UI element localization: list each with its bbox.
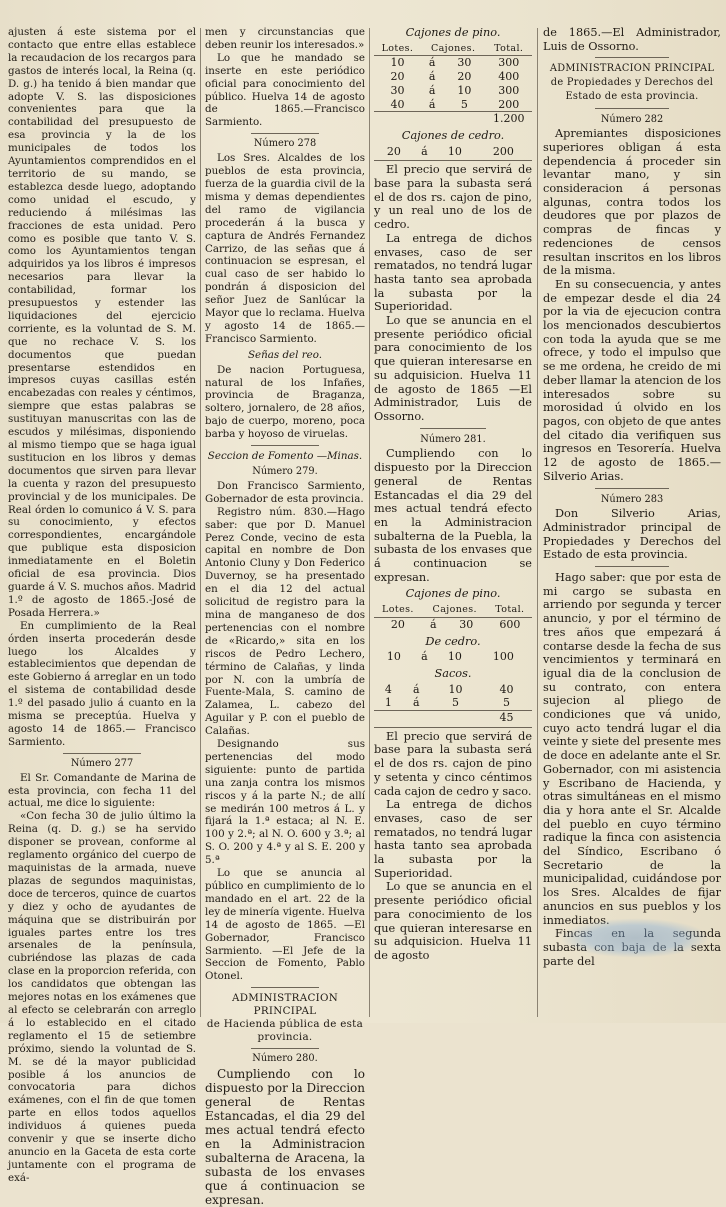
paragraph: Don Silverio Arias, Administrador principal de Propiedades y Derechos del Estado de esta provincia.	[543, 507, 721, 562]
lots-table	[374, 683, 532, 725]
paragraph: La entrega de dichos envases, caso de ser rematados, no tendrá lugar hasta tanto sea aprobada la subasta por la Superioridad.	[374, 231, 532, 314]
paragraph: Designando sus pertenencias del modo siguiente: punto de partida una zanja contra los mismos riscos y á la parte N.; de allí se medirán 100 metros á L. y fijará la 1.ª estaca; al N. E. 100 y 2.ª; al N. O. 600 y 3.ª; al S. O. 200 y 4.ª y al S. E. 200 y 5.ª	[205, 738, 365, 867]
paragraph: Apremiantes disposiciones superiores obligan á esta dependencia á proceder sin levantar mano, y sin consideracion á personas algunas, contra todos los deudores que por plazos de compras de fincas y redenciones de censos resultan inscritos en los libros de la misma.	[543, 127, 721, 278]
table-cell: 200	[492, 144, 514, 158]
section-heading-sub: de Hacienda pública de esta provincia.	[206, 1018, 364, 1043]
column-rule	[369, 28, 370, 1017]
table-title: Cajones de pino.	[405, 26, 501, 39]
column-2	[205, 26, 366, 1207]
table-row	[374, 696, 532, 710]
paragraph: En su consecuencia, y antes de empezar desde el dia 24 por la via de ejecucion contra los mencionados descubiertos con toda la ayuda que se me ofrece, y todo el impulso que se me ordena, he creido de mi deber llamar la atencion de los interesados sobre su morosidad ú olvido en los pagos, con objeto de que antes del citado dia verifiquen sus ingresos en Tesorería. Huelva 12 de agosto de 1865.—Silverio Arias.	[543, 277, 721, 483]
column-rule	[200, 28, 201, 1017]
column-1	[8, 26, 196, 1184]
table-cell: 30	[457, 56, 472, 70]
table-cell: 10	[457, 83, 472, 97]
table-cell: 10	[386, 650, 401, 664]
paragraph: El precio que servirá de base para la subasta será el de dos rs. cajon de pino y setenta y cinco céntimos cada cajon de cedro y saco.	[374, 729, 532, 798]
section-heading: ADMINISTRACION PRINCIPAL	[231, 992, 339, 1018]
lots-table	[374, 42, 532, 126]
table-cell: 100	[492, 650, 514, 664]
table-title: Sacos.	[434, 666, 472, 680]
paragraph: El precio que servirá de base para la subasta será el de dos rs. cajon de pino, y un real uno de los de cedro.	[374, 163, 532, 232]
table-row	[374, 683, 532, 697]
table-cell: 40	[390, 97, 405, 111]
table-cell: á	[428, 97, 436, 111]
table-cell: 10	[448, 682, 463, 696]
divider	[595, 57, 670, 58]
table-header: Cajones.	[421, 42, 486, 56]
paragraph: de 1865.—El Administrador, Luis de Ossorno.	[543, 26, 721, 53]
table-cell: á	[421, 144, 428, 158]
section-subtitle: Señas del reo.	[247, 348, 323, 361]
notice-number: Número 279.	[252, 466, 318, 477]
divider	[251, 133, 318, 134]
divider	[595, 108, 670, 109]
paragraph: Lo que se anuncia en el presente periódico oficial para conocimiento de los que quieran interesarse en su adquisicion. Huelva 11 de agosto	[374, 880, 532, 962]
notice-number: Número 278	[253, 138, 317, 150]
table-header: Total.	[488, 603, 532, 617]
table-cell: 600	[499, 617, 521, 631]
table-row	[374, 145, 532, 159]
divider	[595, 488, 670, 489]
paragraph: Los Sres. Alcaldes de los pueblos de esta provincia, fuerza de la guardia civil de la misma y demas dependientes del ramo de vigilancia procederán á la busca y captura de Andrés Fernandez Carrizo, de las señas que á continuacion se espresan, el cual caso de ser habido lo pondrán á disposicion del señor Juez de Sanlúcar la Mayor que lo reclama. Huelva y agosto 14 de 1865.—Francisco Sarmiento.	[205, 152, 365, 345]
section-heading: ADMINISTRACION PRINCIPAL	[549, 63, 715, 75]
table-cell: 20	[386, 144, 401, 158]
table-cell: á	[430, 617, 437, 631]
paragraph: Cumpliendo con lo dispuesto por la Direccion general de Rentas Estancadas el dia 29 del mes actual tendrá efecto en la Administracion subalterna de la Puebla, la subasta de los envases que á continuacion se expresan.	[374, 447, 532, 584]
paragraph: Lo que se anuncia al público en cumplimiento de lo mandado en el art. 22 de la ley de minería vigente. Huelva 14 de agosto de 1865. —El Gobernador, Francisco Sarmiento. —El Jefe de la Seccion de Fomento, Pablo Otonel.	[205, 867, 366, 983]
paragraph: Registro núm. 830.—Hago saber: que por D. Manuel Perez Conde, vecino de esta capital en nombre de Don Antonio Cluny y Don Federico Duvernoy, se ha presentado en el dia 12 del actual solicitud de registro para la mina de manganeso de dos pertenencias con el nombre de «Ricardo,» sita en los riscos de Pedro Lechero, término de Calañas, y linda por N. con la umbría de Fuente-Mala, S. camino de Zalamea, L. cabezo del Aguilar y P. con el pueblo de Calañas.	[205, 505, 365, 738]
table-cell: 10	[447, 144, 462, 158]
table-header: Lotes.	[374, 42, 421, 56]
table-total: 1.200	[485, 112, 532, 126]
table-cell: 40	[499, 682, 514, 696]
paragraph: men y circunstancias que deben reunir los interesados.»	[205, 26, 365, 51]
table-row	[374, 617, 532, 631]
lots-table	[374, 603, 532, 631]
table-total-row	[374, 112, 532, 126]
table-cell: 30	[459, 617, 474, 631]
table-cell: 4	[384, 682, 392, 696]
paragraph: Don Francisco Sarmiento, Gobernador de esta provincia.	[205, 479, 365, 505]
table-cell: á	[413, 696, 420, 710]
table-cell: 5	[460, 97, 468, 111]
notice-number: Número 283	[600, 493, 664, 505]
paragraph: ajusten á este sistema por el contacto que entre ellas establece la recaudacion de los recargos para gastos de interés local, la Reina (q. D. g.) ha tenido á bien mandar que adopte V. S. las disposiciones convenientes para que la contabilidad del presupuesto de esa provincia y la de los municipales de todos los Ayuntamientos comprendidos en el territorio de su mando, se establezca desde luego, adoptando como unidad el escudo, y reduciendo á milésimas las fracciones de esta unidad. Pero como es posible que tanto V. S. como los Ayuntamientos tengan adquiridos ya los libros é impresos necesarios para llevar la contabilidad, formar los presupuestos y estender las liquidaciones del ejercicio corriente, es la voluntad de S. M. que no rechace V. S. los documentos que puedan presentarse estendidos en impresos cuyas casillas estén encabezadas con reales y céntimos, siempre que estas palabras se sustituyan manuscritas con las de escudos y milésimas, disponiendo al mismo tiempo que se haga igual sustitucion en los libros y demas documentos que sirven para llevar la cuenta y razon del presupuesto provincial y de los municipales. De Real órden lo comunico á V. S. para su conocimiento, y efectos correspondientes, encargándole que publique esta disposicion inmediatamente en el Boletin oficial de esa provincia. Dios guarde á V. S. muchos años. Madrid 1.º de agosto de 1865.-José de Posada Herrera.»	[8, 26, 196, 619]
notice-number: Número 282	[600, 113, 664, 125]
section-heading-sub: de Propiedades y Derechos del Estado de esta provincia.	[550, 77, 714, 102]
paragraph: De nacion Portuguesa, natural de los Infañes, provincia de Braganza, soltero, jornalero, de 28 años, bajo de cuerpo, moreno, poca barba y hoyoso de viruelas.	[205, 363, 365, 441]
table-total-row	[374, 711, 532, 725]
paragraph: Fincas en la segunda subasta con baja de la sexta parte del	[543, 927, 721, 968]
table-cell: 400	[498, 70, 520, 84]
table-cell: 20	[390, 617, 405, 631]
paragraph: Hago saber: que por esta de mi cargo se subasta en arriendo por segunda y tercer anuncio, y por el término de tres años que empezará á contarse desde la fecha de sus vencimientos y terminará en igual dia de la conclusion de su contrato, con entera sujecion al pliego de condiciones que vá unido, cuyo acto tendrá lugar el dia veinte y siete del presente mes de doce en adelante ante el Sr. Gobernador, con mi asistencia y Escribano de Hacienda, y otras simultáneas en el mismo dia y hora ante el Sr. Alcalde del pueblo en cuyo término radique la finca con asistencia del Síndico, Escribano ó Secretario de la municipalidad, cuidándose por los Sres. Alcaldes de fijar anuncios en sus pueblos y los inmediatos.	[543, 571, 721, 927]
table-header: Lotes.	[374, 603, 422, 617]
column-rule	[537, 28, 538, 1017]
table-cell: á	[428, 83, 436, 97]
table-row	[374, 650, 532, 664]
table-cell: á	[413, 682, 420, 696]
table-title: Cajones de cedro.	[401, 128, 505, 142]
column-4	[543, 26, 721, 1015]
table-cell: 20	[390, 70, 405, 84]
paragraph: En cumplimiento de la Real órden inserta procederán desde luego los Alcaldes y establecimientos que dependan de este Gobierno á arreglar en un todo el sistema de contabilidad desde 1.º del pasado julio á cuanto en la misma se preceptúa. Huelva y agosto 14 de 1865.— Francisco Sarmiento.	[8, 619, 196, 748]
table-cell: 20	[457, 70, 472, 84]
section-subtitle: Seccion de Fomento —Minas.	[207, 450, 363, 463]
notice-number: Número 280.	[252, 1052, 318, 1064]
ink-stamp	[560, 918, 710, 958]
table-row	[374, 56, 532, 70]
divider	[374, 727, 532, 728]
table-row	[374, 98, 532, 112]
table-header: Total.	[485, 42, 532, 56]
table-cell: 5	[451, 696, 459, 710]
paragraph: Cumpliendo con lo dispuesto por la Direccion general de Rentas Estancadas, el dia 29 del mes actual tendrá efecto en la Administracion subalterna de Aracena, la subasta de los envases que á continuacion se expresan.	[205, 1066, 366, 1207]
paragraph: Lo que he mandado se inserte en este periódico oficial para conocimiento del público. Huelva 14 de agosto de 1865.—Francisco Sarmiento.	[205, 51, 365, 129]
divider	[595, 566, 670, 567]
table-row	[374, 84, 532, 98]
table-cell: 10	[447, 650, 462, 664]
table-title: Cajones de pino.	[405, 587, 501, 601]
table-cell: 300	[498, 83, 520, 97]
notice-number: Número 277	[70, 757, 134, 769]
divider	[420, 428, 486, 429]
divider	[251, 445, 318, 446]
table-cell: 5	[502, 696, 510, 710]
paragraph: El Sr. Comandante de Marina de esta provincia, con fecha 11 del actual, me dice lo siguiente:	[8, 771, 196, 810]
table-cell: á	[421, 650, 428, 664]
table-cell: 300	[498, 56, 520, 70]
notice-number: Número 281.	[420, 433, 486, 445]
lots-table	[374, 650, 532, 664]
table-cell: 30	[390, 83, 405, 97]
divider	[63, 753, 142, 754]
paragraph: «Con fecha 30 de julio último la Reina (q. D. g.) se ha servido disponer se provean, conforme al reglamento orgánico del cuerpo de maquinistas de la armada, nueve plazas de segundos maquinistas, doce de terceros, quince de cuartos y diez y ocho de ayudantes de máquina que se distribuirán por iguales partes entre los tres arsenales de la península, cubriéndose las plazas de cada clase en la proporcion referida, con los candidatos que obtengan las mejores notas en los exámenes que al efecto se celebrarán con arreglo á lo establecido en el citado reglamento el 15 de setiembre próximo, siendo la voluntad de S. M. se dé la mayor publicidad posible á los anuncios de convocatoria para dichos exámenes, con el fin de que tomen parte en ellos todos aquellos individuos á quienes pueda convenir y que se inserte dicho anuncio en la Gaceta de esta corte juntamente con el programa de exá-	[8, 810, 196, 1184]
lots-table	[374, 145, 532, 159]
table-cell: á	[428, 70, 436, 84]
table-cell: 10	[390, 56, 405, 70]
table-cell: á	[428, 56, 436, 70]
paragraph: Lo que se anuncia en el presente periódico oficial para conocimiento de los que quieran interesarse en su adquisicion. Huelva 11 de agosto de 1865 —El Administrador, Luis de Ossorno.	[374, 314, 532, 423]
table-cell: 1	[384, 696, 392, 710]
divider	[374, 160, 532, 161]
divider	[251, 1048, 318, 1049]
table-row	[374, 70, 532, 84]
table-cell: 200	[498, 97, 520, 111]
paragraph: La entrega de dichos envases, caso de ser rematados, no tendrá lugar hasta tanto sea aprobada la subasta por la Superioridad.	[374, 798, 532, 880]
divider	[251, 987, 318, 988]
table-title: De cedro.	[425, 634, 481, 648]
table-header: Cajones.	[422, 603, 488, 617]
column-3	[374, 26, 532, 1015]
table-total: 45	[481, 711, 532, 725]
